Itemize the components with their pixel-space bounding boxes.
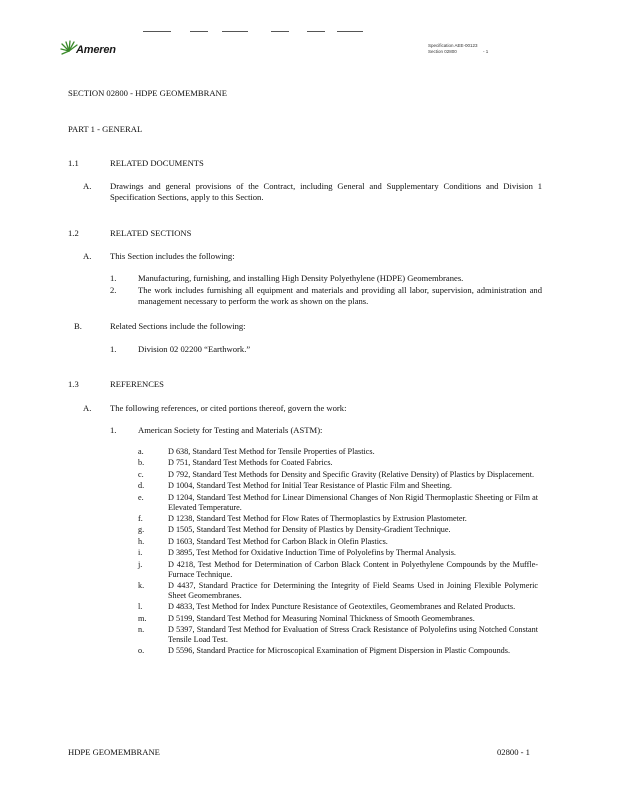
paragraph-text: Drawings and general provisions of the Contract, including General and Supplementary Conditions and Division 1 Specification Sections, apply to this Section. bbox=[110, 181, 542, 202]
reference-item bbox=[138, 646, 538, 656]
reference-text: D 638, Standard Test Method for Tensile Properties of Plastics. bbox=[168, 447, 375, 456]
header-rule bbox=[143, 31, 171, 32]
article-number: 1.3 bbox=[68, 379, 79, 389]
reference-item bbox=[138, 625, 538, 645]
reference-letter: h. bbox=[138, 536, 145, 546]
paragraph-letter: A. bbox=[83, 251, 92, 261]
reference-item bbox=[138, 447, 538, 457]
reference-text: D 3895, Test Method for Oxidative Induction Time of Polyolefins by Thermal Analysis. bbox=[168, 548, 456, 558]
reference-letter: a. bbox=[138, 447, 144, 456]
subparagraph-text: American Society for Testing and Materials (ASTM): bbox=[138, 425, 323, 435]
paragraph-text: This Section includes the following: bbox=[110, 251, 235, 261]
reference-text: D 1238, Standard Test Method for Flow Rates of Thermoplastics by Extrusion Plastometer. bbox=[168, 513, 467, 523]
reference-item bbox=[138, 548, 538, 558]
section-title: SECTION 02800 - HDPE GEOMEMBRANE bbox=[68, 88, 227, 98]
reference-letter: i. bbox=[138, 548, 143, 558]
header-rule bbox=[190, 31, 208, 32]
article-title: REFERENCES bbox=[110, 379, 164, 389]
reference-text: D 4218, Test Method for Determination of Carbon Black Content in Polyethylene Compounds by the Muffle-Furnace Technique. bbox=[168, 559, 538, 579]
reference-text: D 1505, Standard Test Method for Density of Plastics by Density-Gradient Technique. bbox=[168, 525, 451, 535]
reference-list bbox=[138, 447, 538, 658]
article-title: RELATED DOCUMENTS bbox=[110, 158, 204, 168]
footer-page-number: 02800 - 1 bbox=[497, 747, 530, 757]
reference-item bbox=[138, 514, 538, 524]
logo-text: Ameren bbox=[76, 44, 116, 56]
reference-text: D 1204, Standard Test Method for Linear Dimensional Changes of Non Rigid Thermoplastic Sheeting or Film at Elevated Temperature. bbox=[168, 492, 538, 512]
reference-letter: c. bbox=[138, 469, 144, 479]
reference-letter: l. bbox=[138, 602, 143, 612]
reference-text: D 4437, Standard Practice for Determining the Integrity of Field Seams Used in Joining Flexible Polymeric Sheet Geomembranes. bbox=[168, 580, 538, 600]
reference-letter: k. bbox=[138, 580, 145, 590]
subparagraph-number: 2. bbox=[110, 285, 117, 295]
reference-letter: b. bbox=[138, 458, 145, 468]
reference-item bbox=[138, 537, 538, 547]
reference-letter: o. bbox=[138, 646, 145, 656]
reference-text: D 5397, Standard Test Method for Evaluation of Stress Crack Resistance of Polyolefins using Notched Constant Tensile Load Test. bbox=[168, 625, 538, 645]
paragraph-letter: B. bbox=[74, 321, 82, 331]
subparagraph-number: 1. bbox=[110, 344, 117, 354]
subparagraph-text: Division 02 02200 “Earthwork.” bbox=[138, 344, 251, 354]
reference-text: D 5596, Standard Practice for Microscopical Examination of Pigment Dispersion in Plastic Compounds. bbox=[168, 646, 511, 656]
reference-item bbox=[138, 481, 538, 491]
header-rule bbox=[337, 31, 363, 32]
reference-item bbox=[138, 470, 538, 480]
reference-letter: e. bbox=[138, 492, 144, 502]
header-rule bbox=[307, 31, 325, 32]
spec-line-2: Section 02800 bbox=[428, 49, 457, 54]
reference-text: D 5199, Standard Test Method for Measuring Nominal Thickness of Smooth Geomembranes. bbox=[168, 613, 475, 623]
part-title: PART 1 - GENERAL bbox=[68, 124, 143, 134]
spec-identifier bbox=[428, 43, 478, 55]
reference-item bbox=[138, 602, 538, 612]
footer-left: HDPE GEOMEMBRANE bbox=[68, 747, 160, 757]
reference-text: D 1004, Standard Test Method for Initial Tear Resistance of Plastic Film and Sheeting. bbox=[168, 481, 452, 491]
header-page-number: - 1 bbox=[483, 49, 489, 54]
spec-line-1: Specification AEE-00123 bbox=[428, 43, 478, 48]
article-number: 1.2 bbox=[68, 228, 79, 238]
reference-letter: g. bbox=[138, 525, 145, 535]
reference-item bbox=[138, 458, 538, 468]
paragraph-letter: A. bbox=[83, 403, 92, 413]
header-rule bbox=[271, 31, 289, 32]
subparagraph-number: 1. bbox=[110, 425, 117, 435]
reference-text: D 751, Standard Test Methods for Coated Fabrics. bbox=[168, 458, 333, 468]
subparagraph-text: The work includes furnishing all equipment and materials and providing all labor, supervision, administration and management necessary to perform the work as shown on the plans. bbox=[138, 285, 542, 306]
reference-letter: n. bbox=[138, 625, 145, 635]
reference-item bbox=[138, 525, 538, 535]
paragraph-letter: A. bbox=[83, 181, 92, 191]
reference-item bbox=[138, 581, 538, 601]
reference-letter: j. bbox=[138, 559, 143, 569]
reference-item bbox=[138, 560, 538, 580]
reference-letter: m. bbox=[138, 613, 147, 623]
paragraph-text: The following references, or cited portions thereof, govern the work: bbox=[110, 403, 347, 413]
subparagraph-number: 1. bbox=[110, 273, 117, 283]
subparagraph-text: Manufacturing, furnishing, and installing High Density Polyethylene (HDPE) Geomembranes. bbox=[138, 273, 464, 283]
reference-text: D 4833, Test Method for Index Puncture Resistance of Geotextiles, Geomembranes and Related Products. bbox=[168, 602, 516, 612]
header-rule bbox=[222, 31, 248, 32]
article-title: RELATED SECTIONS bbox=[110, 228, 192, 238]
reference-letter: f. bbox=[138, 513, 143, 523]
paragraph-text: Related Sections include the following: bbox=[110, 321, 246, 331]
reference-text: D 1603, Standard Test Method for Carbon Black in Olefin Plastics. bbox=[168, 536, 388, 546]
article-number: 1.1 bbox=[68, 158, 79, 168]
reference-text: D 792, Standard Test Methods for Density and Specific Gravity (Relative Density) of Plastics by Displacement. bbox=[168, 469, 535, 479]
reference-letter: d. bbox=[138, 481, 145, 491]
reference-item bbox=[138, 614, 538, 624]
reference-item bbox=[138, 493, 538, 513]
